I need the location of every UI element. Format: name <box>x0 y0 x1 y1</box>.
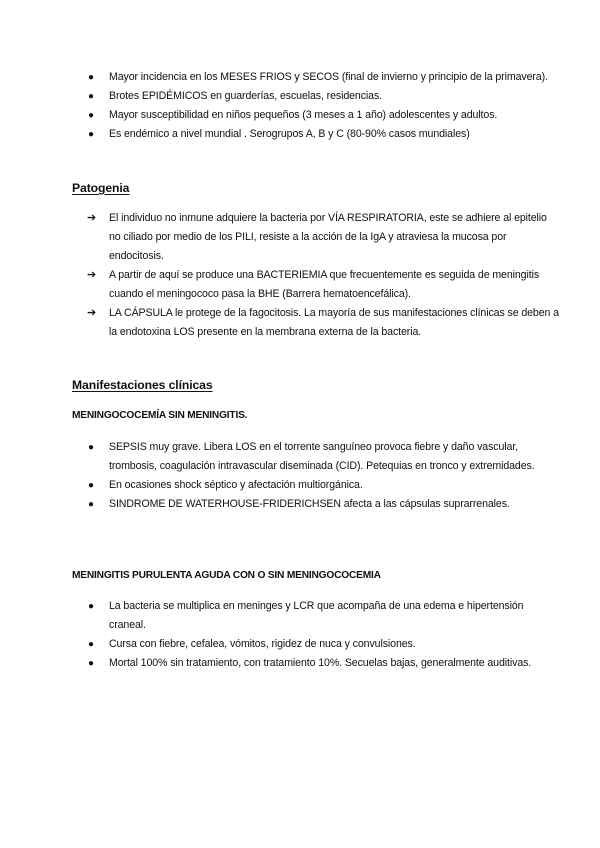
arrow-icon: ➔ <box>87 269 97 281</box>
bullet-icon: ● <box>88 110 94 121</box>
bullet-icon: ● <box>88 480 94 491</box>
list-item: ● Es endémico a nivel mundial . Serogrupos A, B y C (80-90% casos mundiales) <box>72 125 561 144</box>
list-item: ● Brotes EPIDÉMICOS en guarderías, escuelas, residencias. <box>72 87 561 106</box>
subsection-heading: MENINGOCOCEMÍA SIN MENINGITIS. <box>72 410 248 421</box>
subsection-heading: MENINGITIS PURULENTA AGUDA CON O SIN MENINGOCOCEMIA <box>72 570 381 581</box>
bullet-icon: ● <box>88 72 94 83</box>
list-item: ● En ocasiones shock séptico y afectación multiorgánica. <box>72 476 561 495</box>
list-item: ➔ LA CÁPSULA le protege de la fagocitosis. La mayoría de sus manifestaciones clínicas se deben a la endotoxina LOS presente en la membrana externa de la bacteria. <box>72 304 561 342</box>
bullet-icon: ● <box>88 658 94 669</box>
section-heading-patogenia: Patogenia <box>72 181 130 195</box>
list-item: ● Mayor susceptibilidad en niños pequeños (3 meses a 1 año) adolescentes y adultos. <box>72 106 561 125</box>
list-item: ● Mayor incidencia en los MESES FRIOS y SECOS (final de invierno y principio de la primavera). <box>72 68 561 87</box>
meningococcemia-list <box>0 438 561 514</box>
section-heading-manifestaciones: Manifestaciones clínicas <box>72 378 213 392</box>
list-item: ➔ El individuo no inmune adquiere la bacteria por VÍA RESPIRATORIA, este se adhiere al epitelio no ciliado por medio de los PILI, resiste a la acción de la IgA y atraviesa la mucosa por endocitosis. <box>72 209 561 266</box>
bullet-icon: ● <box>88 639 94 650</box>
list-item: ● La bacteria se multiplica en meninges y LCR que acompaña de una edema e hipertensión craneal. <box>72 597 561 635</box>
list-item: ● Cursa con fiebre, cefalea, vómitos, rigidez de nuca y convulsiones. <box>72 635 561 654</box>
bullet-icon: ● <box>88 129 94 140</box>
arrow-icon: ➔ <box>87 307 97 319</box>
list-item: ● SEPSIS muy grave. Libera LOS en el torrente sanguíneo provoca fiebre y daño vascular, trombosis, coagulación intravascular diseminada (CID). Petequias en tronco y extremidades. <box>72 438 561 476</box>
bullet-icon: ● <box>88 499 94 510</box>
arrow-icon: ➔ <box>87 212 97 224</box>
bullet-icon: ● <box>88 601 94 612</box>
intro-list <box>0 68 561 144</box>
patogenia-list <box>0 209 561 342</box>
list-item: ● Mortal 100% sin tratamiento, con tratamiento 10%. Secuelas bajas, generalmente auditivas. <box>72 654 561 673</box>
list-item: ● SINDROME DE WATERHOUSE-FRIDERICHSEN afecta a las cápsulas suprarrenales. <box>72 495 561 514</box>
list-item: ➔ A partir de aquí se produce una BACTERIEMIA que frecuentemente es seguida de meningitis cuando el meningococo pasa la BHE (Barrera hematoencefálica). <box>72 266 561 304</box>
bullet-icon: ● <box>88 442 94 453</box>
bullet-icon: ● <box>88 91 94 102</box>
meningitis-list <box>0 597 561 673</box>
